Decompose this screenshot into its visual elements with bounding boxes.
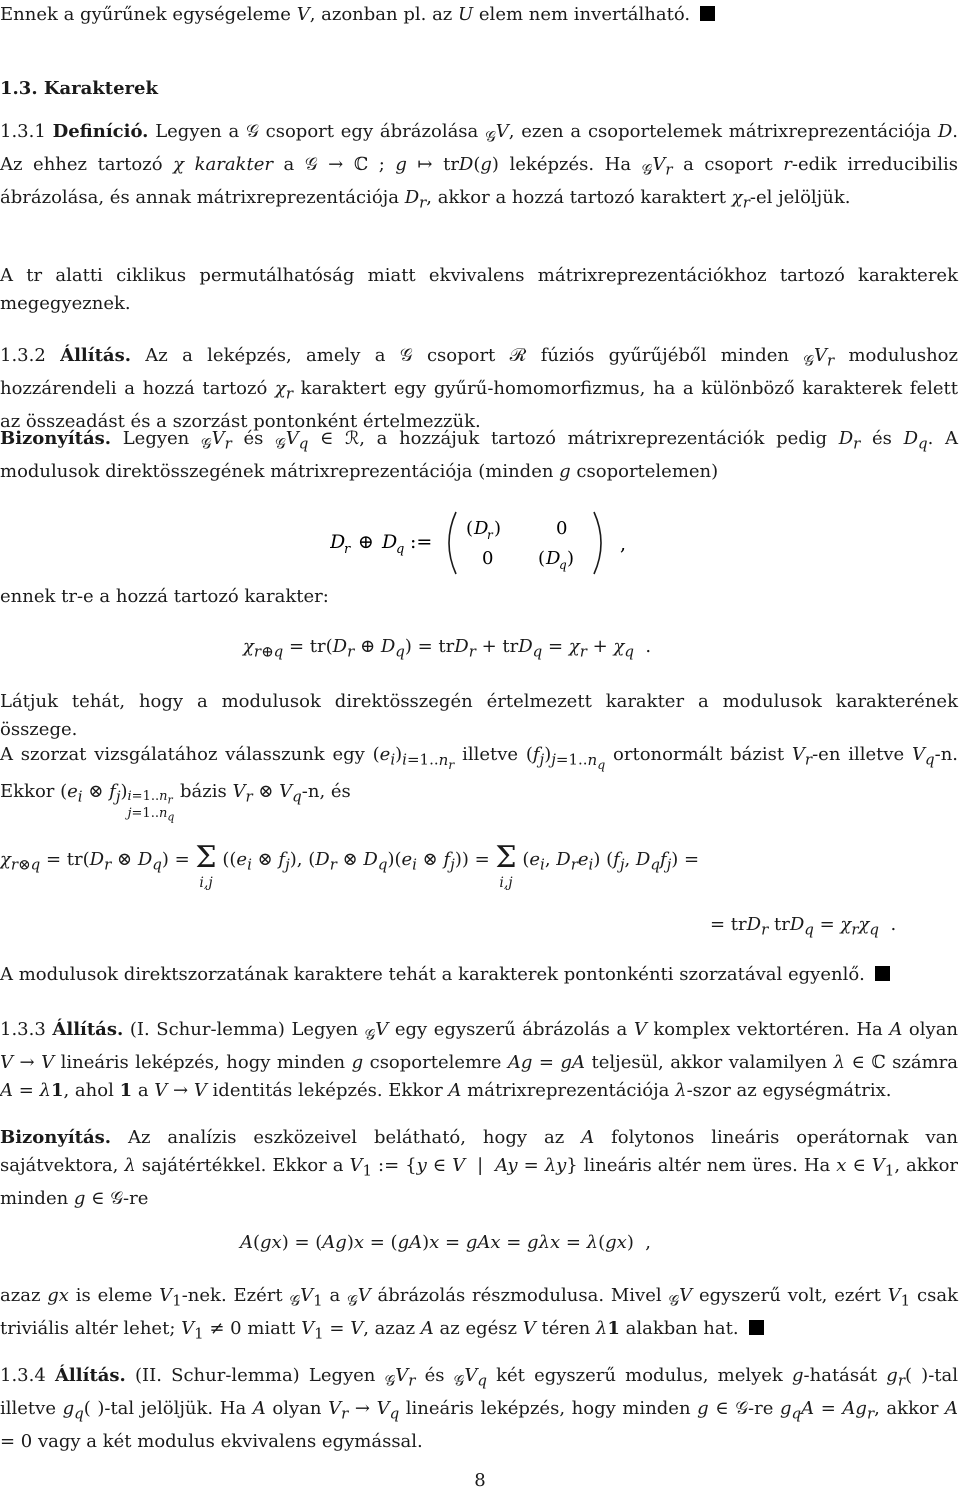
- top-line: Ennek a gyűrűnek egységeleme V, azonban pl. az U elem nem invertálható.: [0, 2, 715, 28]
- qed-icon: [875, 966, 890, 981]
- svg-text:D: D: [474, 518, 489, 539]
- equation-char-sum: $\chi_{r\oplus q} = tr(D_r$ ⊕ $D_q) = trD_r + trD_q = \chi_r + \chi_q$ .: [243, 636, 652, 661]
- sum-symbol-1: Σ i,j: [195, 840, 217, 891]
- svg-text:0: 0: [482, 548, 494, 569]
- svg-text::=: :=: [410, 531, 433, 553]
- svg-text:(: (: [538, 548, 546, 569]
- svg-text:,: ,: [620, 533, 627, 555]
- svg-text:): ): [567, 548, 575, 569]
- trace-remark: A tr alatti ciklikus permutálhatóság miatt ekvivalens mátrixreprezentációkhoz tartozó karakterek megegyeznek.: [0, 265, 958, 314]
- sum-symbol-2: Σ i,j: [495, 840, 517, 891]
- direct-sum-matrix-svg: [330, 508, 650, 578]
- definition-1-3-1: 1.3.1 Definíció. Legyen a 𝒢 csoport egy ábrázolása $_𝒢$V, ezen a csoportelemek mátrixreprezentációja D. Az ehhez tartozó χ karakter a 𝒢 → ℂ ; g ↦ trD(g) leképzés. Ha $_𝒢V_r$ a csoport r-edik irreducibilis ábrázolása, és annak mátrixreprezentációja $D_r$, akkor a hozzá tartozó karaktert $\chi_r-el$ jelöljük.: [0, 121, 958, 212]
- sum-conclusion: Látjuk tehát, hogy a modulusok direktösszegén értelmezett karakter a modulusok karakterének összege.: [0, 691, 958, 740]
- proof-1-3-3-end: azaz gx is eleme $V_1$-nek. Ezért $_𝒢V_1$ a $_𝒢$V ábrázolás részmodulusa. Mivel $_𝒢$V egyszerű volt, ezért $V_1$ csak triviális altér lehet; $V_1 \ne 0$ miatt $V_1 = V$, azaz A az egész V téren λ1 alakban hat.: [0, 1285, 958, 1343]
- char-of-sum-intro: ennek tr-e a hozzá tartozó karakter:: [0, 586, 329, 607]
- page-number: 8: [474, 1470, 486, 1491]
- svg-text:D: D: [330, 531, 346, 553]
- svg-text:(: (: [466, 518, 474, 539]
- claim-1-3-4: 1.3.4 Állítás. (II. Schur-lemma) Legyen $_𝒢V_r$ és $_𝒢V_q$ két egyszerű modulus, melyek g-hatását $g_r$( )-tal illetve $g_q$( )-tal jelöljük. Ha A olyan $V_r \to V_q$ lineáris leképzés, hogy minden g ∈ 𝒢-re $g_qA = Ag_r$, akkor A = 0 vagy a két modulus ekvivalens egymással.: [0, 1365, 959, 1453]
- svg-text:⊕: ⊕: [358, 531, 374, 553]
- product-conclusion: [0, 962, 890, 988]
- section-heading: 1.3. Karakterek: [0, 78, 158, 99]
- product-intro: A szorzat vizsgálatához válasszunk egy $(e_i)_{i=1..n_r}$ illetve $(f_j)_{j=1..n_q}$ ortonormált bázist $V_r-en$ illetve $V_q-n$. Ekkor ($e_i$ ⊗ $f_j)_{i=1..n_r j=1..n_q}$ bázis $V_r$ ⊗ $V_q-n$, és: [0, 744, 959, 824]
- svg-text:): ): [494, 518, 502, 539]
- svg-text:0: 0: [556, 518, 568, 539]
- claim-1-3-2: 1.3.2 Állítás. Az a leképzés, amely a 𝒢 csoport ℛ fúziós gyűrűjéből minden $_𝒢V_r$ modulushoz hozzárendeli a hozzá tartozó $\chi_r$ karaktert egy gyűrű-homomorfizmus, ha a különböző karakterek felett az összeadást és a szorzást pontonként értelmezzük.: [0, 345, 958, 433]
- svg-text:r: r: [487, 528, 493, 542]
- svg-text:r: r: [344, 542, 351, 557]
- proof-1-3-3: Bizonyítás. Az analízis eszközeivel belátható, hogy az A folytonos lineáris operátornak van sajátvektora, λ sajátértékkel. Ekkor a $V_1$ := {y ∈ V | Ay = λy} lineáris altér nem üres. Ha x ∈ $V_1$, akkor minden g ∈ 𝒢-re: [0, 1127, 959, 1209]
- claim-1-3-3: 1.3.3 Állítás. (I. Schur-lemma) Legyen $_𝒢$V egy egyszerű ábrázolás a V komplex vektortéren. Ha A olyan V → V lineáris leképzés, hogy minden g csoportelemre Ag = gA teljesül, akkor valamilyen λ ∈ ℂ számra A = λ1, ahol 1 a V → V identitás leképzés. Ekkor A mátrixreprezentációja λ-szor az egységmátrix.: [0, 1019, 959, 1101]
- qed-icon: [700, 6, 715, 21]
- svg-text:q: q: [396, 542, 405, 557]
- svg-text:D: D: [546, 548, 561, 569]
- equation-char-product-1: $\chi_{r\otimes q} = tr(D_r$ ⊗ $D_q) = \Sigma$ i,j (($e_i$ ⊗ $f_j$), ($D_r$ ⊗ $D_q)(e_i$ ⊗ $f_j)) = \Sigma$ i,j ($e_i$, $D_re_i$) ($f_j$, $D_qf_j$) =: [0, 840, 700, 891]
- product-conclusion-text: A modulusok direktszorzatának karaktere tehát a karakterek pontonkénti szorzatával egyenlő.: [0, 964, 865, 985]
- svg-text:D: D: [382, 531, 398, 553]
- proof-1-3-2: Bizonyítás. Legyen $_𝒢V_r$ és $_𝒢V_q$ ∈ ℛ, a hozzájuk tartozó mátrixreprezentációk pedig $D_r$ és $D_q$. A modulusok direktösszegének mátrixreprezentációja (minden g csoportelemen): [0, 428, 958, 483]
- qed-icon: [749, 1320, 764, 1335]
- equation-direct-sum: [330, 508, 650, 583]
- equation-char-product-2: = trD$_r$ $trD_q = \chi_r\chi_q$ .: [710, 914, 897, 939]
- svg-text:q: q: [559, 558, 567, 572]
- equation-schur: A(gx) = (Ag)x = (gA)x = gAx = gλx = λ(gx) ,: [240, 1232, 651, 1253]
